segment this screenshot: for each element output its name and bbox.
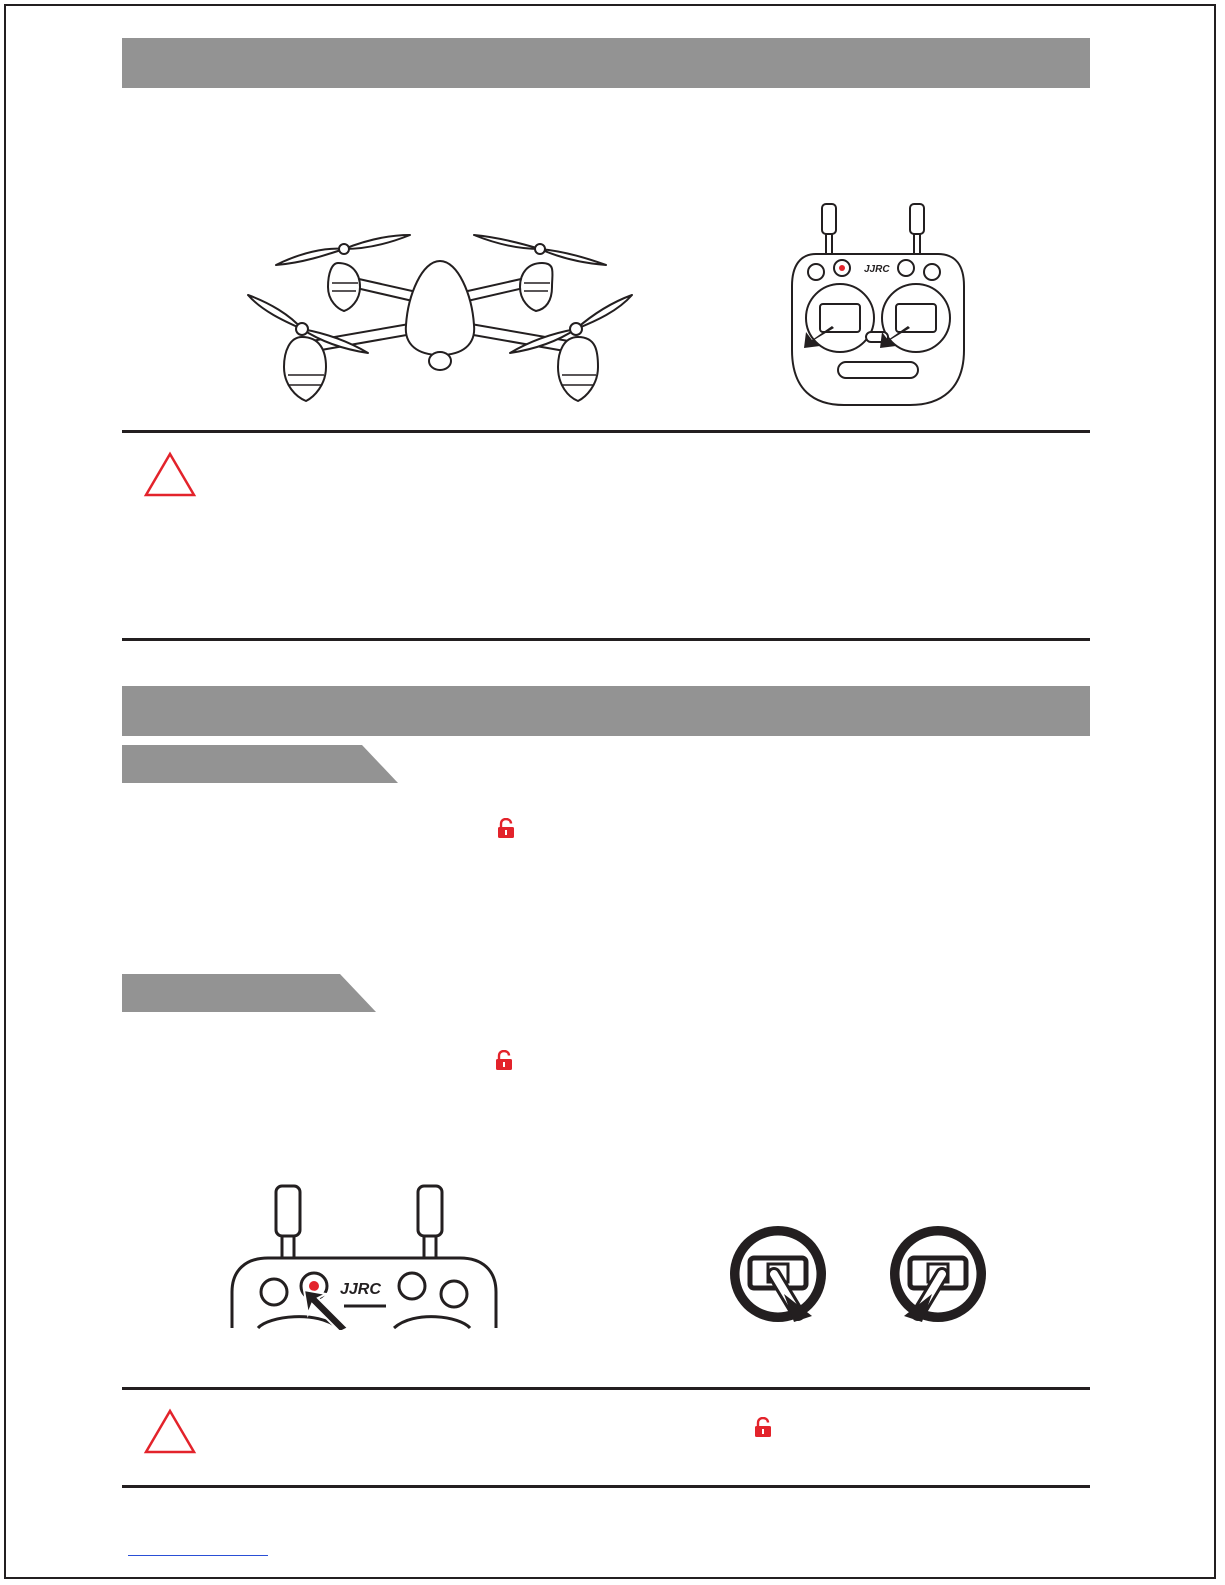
unlock-icon: [494, 1050, 514, 1070]
footer-link-underline[interactable]: [128, 1555, 268, 1556]
section-header-bar-1: [122, 38, 1090, 88]
warning-triangle-icon: [143, 450, 197, 498]
controller-unlock-button-illustration: [228, 1182, 500, 1330]
joysticks-illustration: [728, 1222, 988, 1326]
caution-top-rule-1: [122, 430, 1090, 433]
drone-illustration: [240, 225, 640, 415]
section-header-bar-2: [122, 686, 1090, 736]
controller-brand-logo: JJRC: [864, 264, 890, 275]
caution-top-rule-2: [122, 1387, 1090, 1390]
unlock-icon: [496, 818, 516, 838]
controller-brand-logo: JJRC: [340, 1281, 381, 1298]
warning-triangle-icon: [143, 1407, 197, 1455]
remote-controller-illustration: [790, 200, 965, 410]
caution-bottom-rule-2: [122, 1485, 1090, 1488]
unlock-icon: [753, 1417, 773, 1437]
subsection-tab-2: [122, 974, 376, 1012]
subsection-tab-1: [122, 745, 398, 783]
caution-bottom-rule-1: [122, 638, 1090, 641]
